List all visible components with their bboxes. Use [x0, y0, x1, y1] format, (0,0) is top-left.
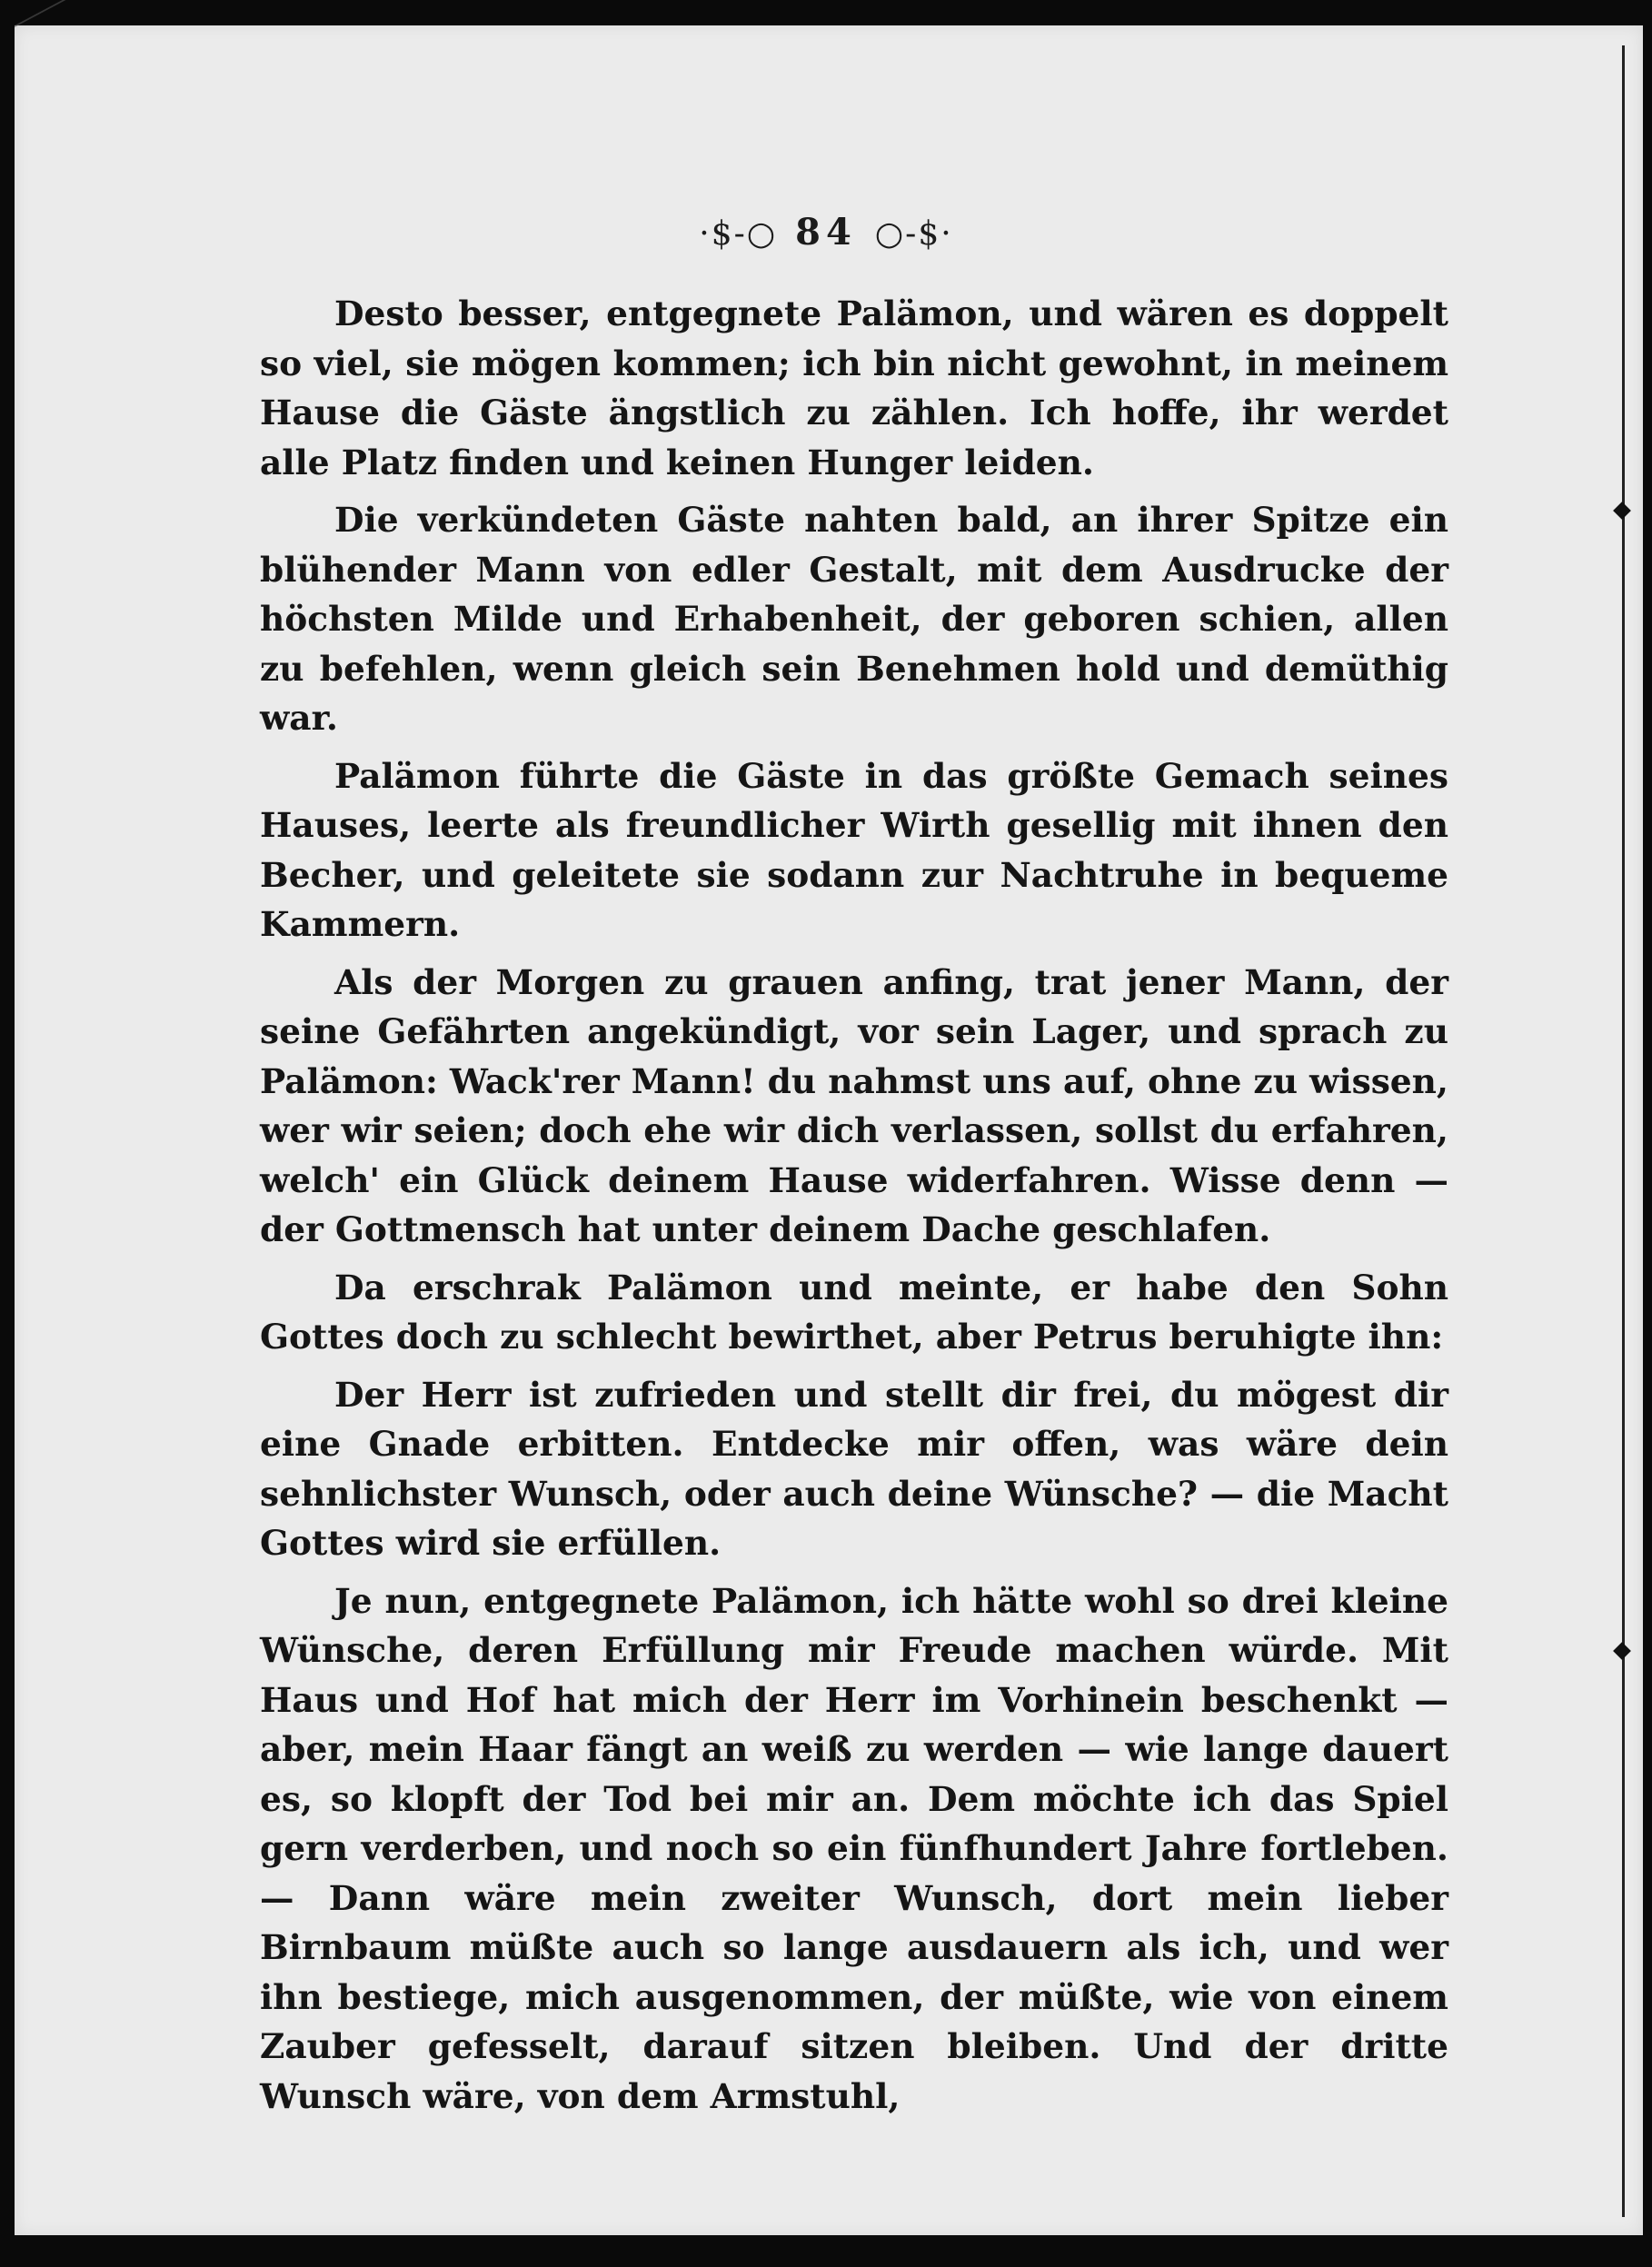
paragraph: Die verkündeten Gäste nahten bald, an ihrer Spitze ein blühender Mann von edler Gestalt, mit dem Ausdrucke der höchsten Milde und Erhabenheit, der geboren schien, allen zu befehlen, wenn gleich sein Benehmen hold und demüthig war. [260, 500, 1448, 738]
body-text [260, 289, 1448, 2129]
paragraph: Je nun, entgegnete Palämon, ich hätte wohl so drei kleine Wünsche, deren Erfüllung mir Freude machen würde. Mit Haus und Hof hat mich der Herr im Vorhinein beschenkt — aber, mein Haar fängt an weiß zu werden — wie lange dauert es, so klopft der Tod bei mir an. Dem möchte ich das Spiel gern verderben, und noch so ein fünfhundert Jahre fortleben. — Dann wäre mein zweiter Wunsch, dort mein lieber Birnbaum müßte auch so lange ausdauern als ich, und wer ihn bestiege, mich ausgenommen, der müßte, wie von einem Zauber gefesselt, darauf sitzen bleiben. Und der dritte Wunsch wäre, von dem Armstuhl, [260, 1580, 1448, 2116]
page-header [0, 211, 1652, 254]
paragraph: Desto besser, entgegnete Palämon, und wären es doppelt so viel, sie mögen kommen; ich bin nicht gewohnt, in meinem Hause die Gäste ängstlich zu zählen. Ich hoffe, ihr werdet alle Platz finden und keinen Hunger leiden. [260, 293, 1448, 482]
ornament-left-icon: ·$-○ [699, 215, 778, 253]
paragraph: Palämon führte die Gäste in das größte Gemach seines Hauses, leerte als freundlicher Wirth gesellig mit ihnen den Becher, und geleitete sie sodann zur Nachtruhe in bequeme Kammern. [260, 755, 1448, 944]
binding-edge [1622, 45, 1643, 2217]
paragraph: Der Herr ist zufrieden und stellt dir frei, du mögest dir eine Gnade erbitten. Entdecke mir offen, was wäre dein sehnlichster Wunsch, oder auch deine Wünsche? — die Macht Gottes wird sie erfüllen. [260, 1374, 1448, 1563]
paragraph: Da erschrak Palämon und meinte, er habe den Sohn Gottes doch zu schlecht bewirthet, aber Petrus beruhigte ihn: [260, 1267, 1448, 1357]
page-number: 84 [795, 211, 857, 254]
ornament-right-icon: ○-$· [874, 215, 953, 253]
paragraph: Als der Morgen zu grauen anfing, trat jener Mann, der seine Gefährten angekündigt, vor sein Lager, und sprach zu Palämon: Wack'rer Mann! du nahmst uns auf, ohne zu wissen, wer wir seien; doch ehe wir dich verlassen, sollst du erfahren, welch' ein Glück deinem Hause widerfahren. Wisse denn — der Gottmensch hat unter deinem Dache geschlafen. [260, 961, 1448, 1249]
